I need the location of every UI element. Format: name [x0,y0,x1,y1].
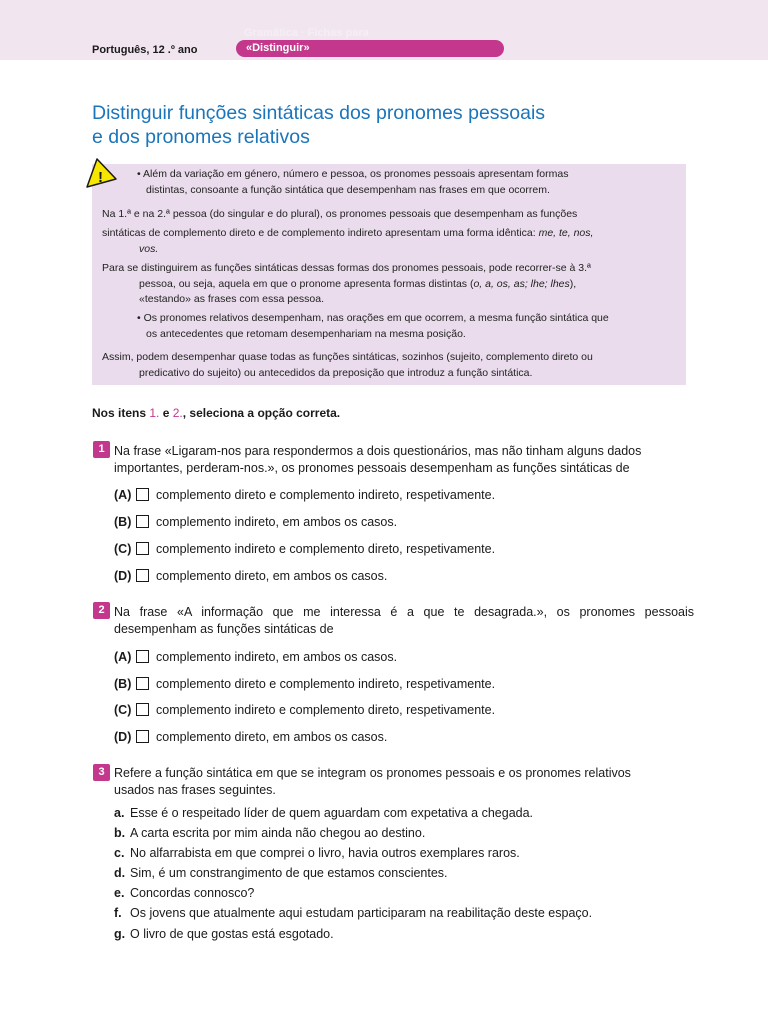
question-1-number: 1 [93,441,110,458]
warning-icon [84,157,118,189]
info-p3-line2: pessoa, ou seja, aquela em que o pronome apresenta formas distintas (o, a, os, as; lhe; lhes), [139,278,577,290]
info-p1-line2: distintas, consoante a função sintática que desempenham nas frases em que ocorrem. [146,184,550,196]
question-3-line2: usados nas frases seguintes. [114,783,276,797]
svg-text:!: ! [98,169,103,186]
q1-option-a[interactable]: (A) complemento direto e complemento indireto, respetivamente. [114,488,496,502]
title-line-1: Distinguir funções sintáticas dos pronomes pessoais [92,102,546,124]
question-2-line2: desempenham as funções sintáticas de [114,622,334,636]
checkbox[interactable] [136,703,149,716]
q1-option-b[interactable]: (B) complemento indireto, em ambos os casos. [114,515,398,529]
info-p3-line1: Para se distinguirem as funções sintáticas dessas formas dos pronomes pessoais, pode recorrer-se à 3.ª [102,262,591,274]
info-p4-line2: os antecedentes que retomam desempenhariam na mesma posição. [146,328,466,340]
checkbox[interactable] [136,569,149,582]
question-2-number: 2 [93,602,110,619]
title-line-2: e dos pronomes relativos [92,126,310,148]
subject-label: Português, 12 .º ano [92,44,198,56]
checkbox[interactable] [136,677,149,690]
section-label: «Distinguir» [246,42,310,54]
info-p2-line2: sintáticas de complemento direto e de complemento indireto apresentam uma forma idêntica: me, te, nos, [102,227,594,239]
q2-option-b[interactable]: (B) complemento direto e complemento indireto, respetivamente. [114,677,496,691]
q3-item-e: e. Concordas connosco? [114,886,255,900]
checkbox[interactable] [136,542,149,555]
q3-item-g: g. O livro de que gostas está esgotado. [114,927,334,941]
q3-item-f: f. Os jovens que atualmente aqui estudam participaram na reabilitação deste espaço. [114,906,593,920]
info-p5-line2: predicativo do sujeito) ou antecedidos da preposição que introduz a função sintática. [139,367,533,379]
q2-option-d[interactable]: (D) complemento direto, em ambos os casos. [114,730,388,744]
section-ghost-label: Gramática · Fichas para [244,27,369,39]
checkbox[interactable] [136,730,149,743]
info-p2-line3: vos. [139,243,159,255]
question-2-line1: Na frase «A informação que me interessa é a que te desagrada.», os pronomes pessoais [114,605,694,619]
checkbox[interactable] [136,650,149,663]
q1-option-c[interactable]: (C) complemento indireto e complemento direto, respetivamente. [114,542,496,556]
info-p5-line1: Assim, podem desempenhar quase todas as funções sintáticas, sozinhos (sujeito, complemento direto ou [102,351,593,363]
q3-item-d: d. Sim, é um constrangimento de que estamos conscientes. [114,866,448,880]
info-p2-line1: Na 1.ª e na 2.ª pessoa (do singular e do plural), os pronomes pessoais que desempenham as funções [102,208,578,220]
question-1-line2: importantes, perderam-nos.», os pronomes pessoais desempenham as funções sintáticas de [114,461,630,475]
q1-option-d[interactable]: (D) complemento direto, em ambos os casos. [114,569,388,583]
question-1-line1: Na frase «Ligaram-nos para respondermos a dois questionários, mas não tinham alguns dados [114,444,642,458]
checkbox[interactable] [136,488,149,501]
info-p1-line1: • Além da variação em género, número e pessoa, os pronomes pessoais apresentam formas [137,168,569,180]
q3-item-a: a. Esse é o respeitado líder de quem aguardam com expetativa a chegada. [114,806,534,820]
instruction: Nos itens 1. e 2., seleciona a opção correta. [92,406,341,420]
q2-option-c[interactable]: (C) complemento indireto e complemento direto, respetivamente. [114,703,496,717]
checkbox[interactable] [136,515,149,528]
question-3-line1: Refere a função sintática em que se integram os pronomes pessoais e os pronomes relativos [114,766,631,780]
question-3-number: 3 [93,764,110,781]
q2-option-a[interactable]: (A) complemento indireto, em ambos os casos. [114,650,398,664]
info-p4-line1: • Os pronomes relativos desempenham, nas orações em que ocorrem, a mesma função sintática que [137,312,609,324]
page-title [92,101,692,149]
q3-item-b: b. A carta escrita por mim ainda não chegou ao destino. [114,826,426,840]
q3-item-c: c. No alfarrabista em que comprei o livro, havia outros exemplares raros. [114,846,520,860]
info-p3-line3: «testando» as frases com essa pessoa. [139,293,325,305]
